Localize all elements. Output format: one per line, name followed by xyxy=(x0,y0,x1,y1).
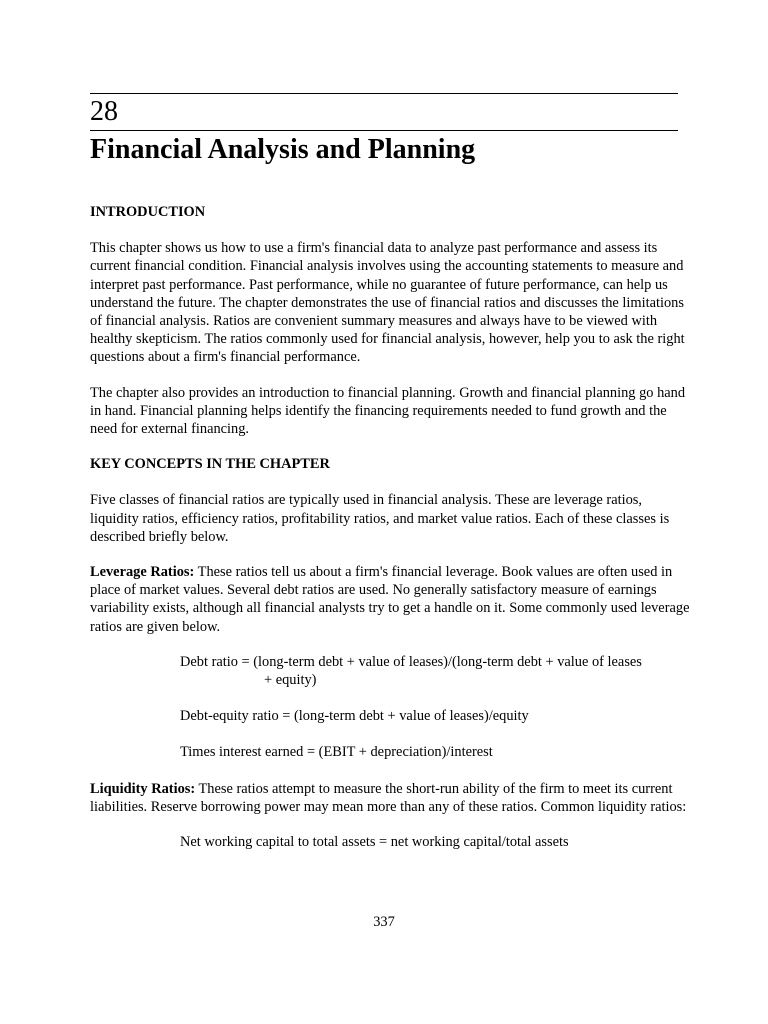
debt-equity-formula: Debt-equity ratio = (long-term debt + value of leases)/equity xyxy=(180,708,529,725)
debt-ratio-formula xyxy=(180,653,690,689)
chapter-body xyxy=(90,203,690,869)
times-interest-earned-formula: Times interest earned = (EBIT + depreciation)/interest xyxy=(180,744,493,761)
key-concepts-intro: Five classes of financial ratios are typically used in financial analysis. These are leverage ratios, liquidity ratios, efficiency ratios, profitability ratios, and market value ratios. Each of these classes is described briefly below. xyxy=(90,492,670,545)
introduction-paragraph-1: This chapter shows us how to use a firm's financial data to analyze past performance and assess its current financial condition. Financial analysis involves using the accounting statements to measure and interpret past performance. Past performance, while no guarantee of future performance, can help us understand the future. The chapter demonstrates the use of financial ratios and discusses the limitations of financial analysis. Ratios are convenient summary measures and always have to be viewed with healthy skepticism. The ratios commonly used for financial analysis, however, help you to ask the right questions about a firm's financial performance. xyxy=(90,240,685,366)
introduction-paragraph-2: The chapter also provides an introduction to financial planning. Growth and financial planning go hand in hand. Financial planning helps identify the financing requirements needed to fund growth and the need for external financing. xyxy=(90,384,686,438)
debt-ratio-formula-line2: + equity) xyxy=(264,672,317,689)
key-concepts-heading: KEY CONCEPTS IN THE CHAPTER xyxy=(90,456,330,473)
title-rule xyxy=(90,130,678,131)
page-number: 337 xyxy=(373,914,395,930)
leverage-ratios-text: These ratios tell us about a firm's financial leverage. Book values are often used in place of market values. Several debt ratios are used. No generally satisfactory measure of earnings variability exists, although all financial analysts try to get a handle on it. Some commonly used leverage ratios are given below. xyxy=(90,564,690,635)
top-rule xyxy=(90,93,678,94)
leverage-ratios-paragraph xyxy=(90,563,690,636)
debt-ratio-formula-line1: Debt ratio = (long-term debt + value of leases)/(long-term debt + value of leases xyxy=(180,653,642,670)
leverage-ratios-lead: Leverage Ratios: xyxy=(90,564,195,581)
liquidity-ratios-lead: Liquidity Ratios: xyxy=(90,780,196,797)
chapter-title: Financial Analysis and Planning xyxy=(90,134,476,165)
liquidity-ratios-paragraph xyxy=(90,780,690,816)
liquidity-ratios-text: These ratios attempt to measure the short-run ability of the firm to meet its current liabilities. Reserve borrowing power may mean more than any of these ratios. Common liquidity ratios: xyxy=(90,780,687,815)
introduction-heading: INTRODUCTION xyxy=(90,204,206,220)
net-working-capital-formula: Net working capital to total assets = net working capital/total assets xyxy=(180,834,569,851)
chapter-number: 28 xyxy=(90,96,118,127)
